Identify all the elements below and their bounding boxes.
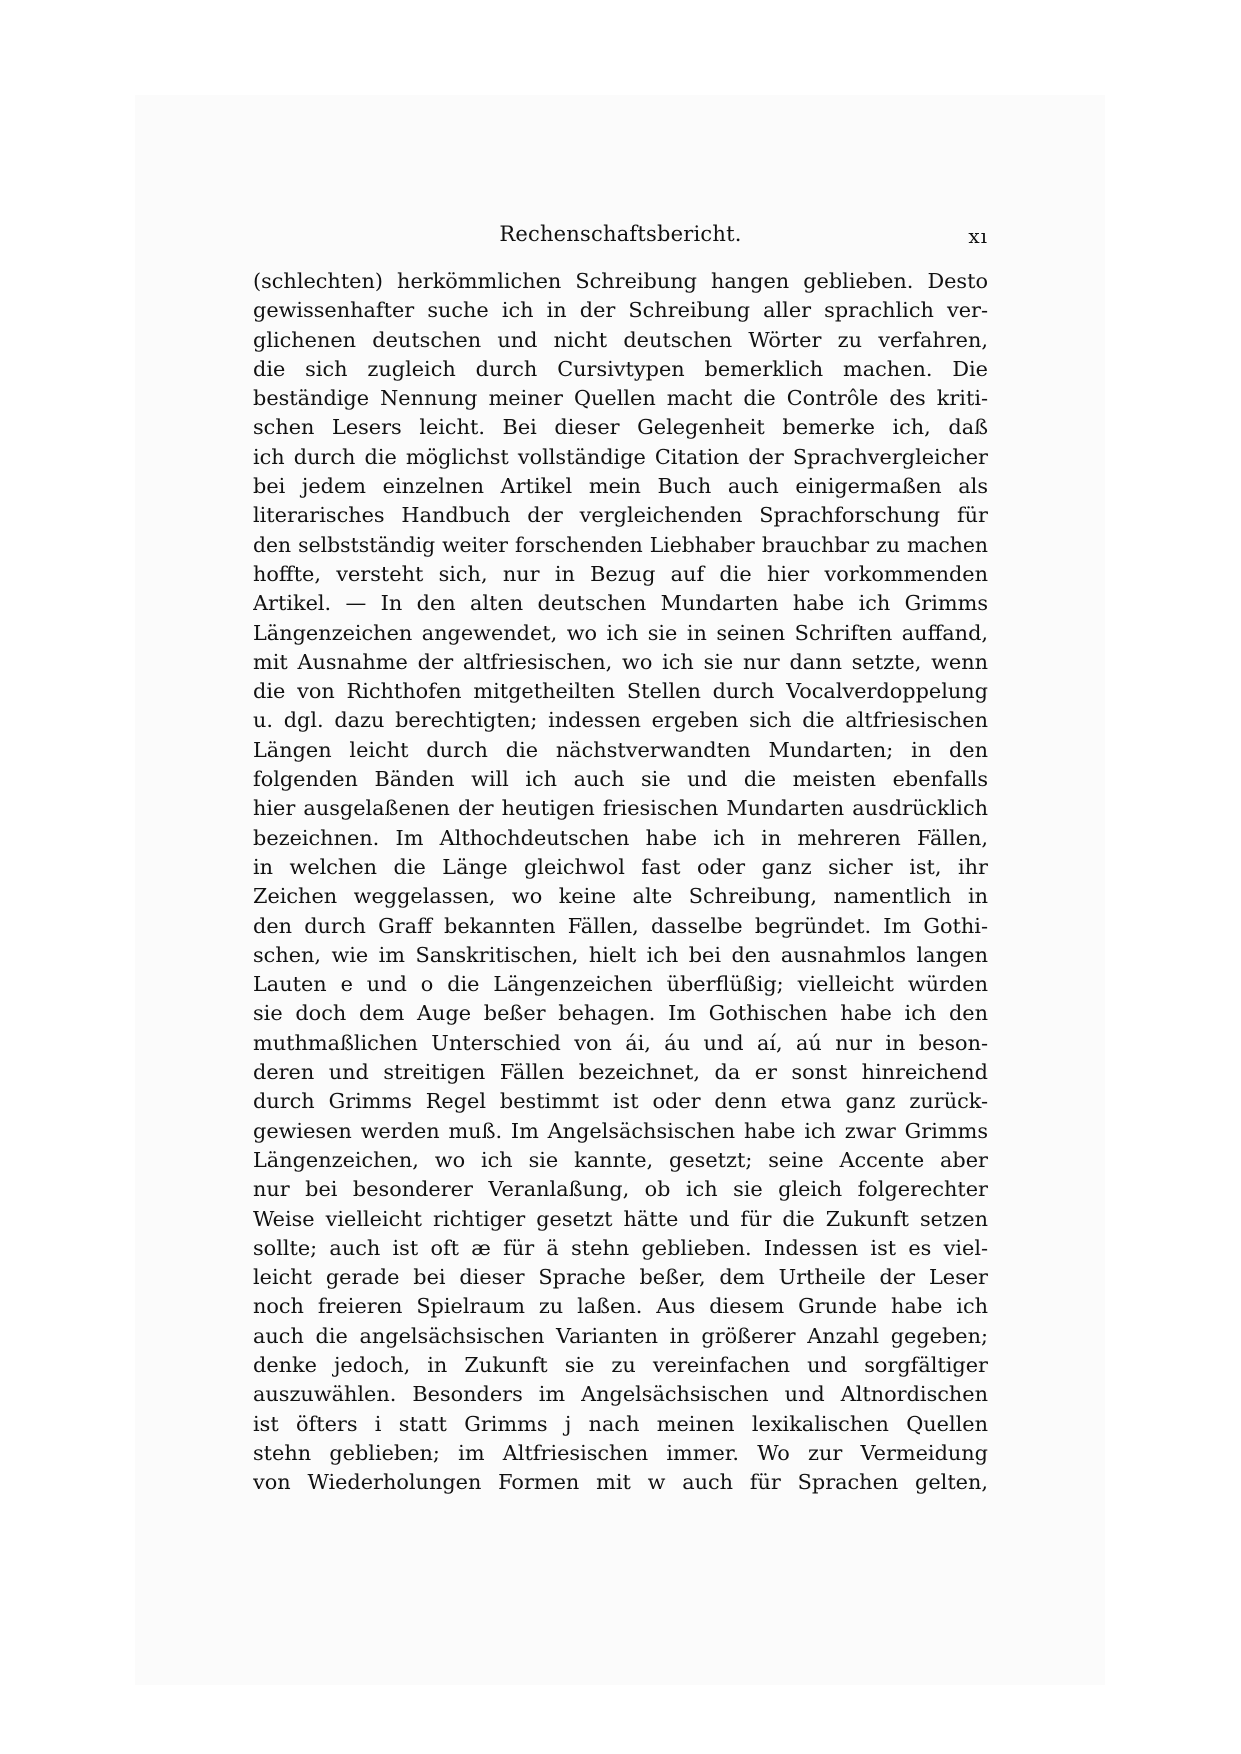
running-head: Rechenschaftsbericht. bbox=[499, 222, 742, 246]
text-line: literarisches Handbuch der vergleichenden Sprachforschung für bbox=[253, 503, 988, 528]
text-line: in welchen die Länge gleichwol fast oder ganz sicher ist, ihr bbox=[253, 854, 988, 879]
text-line: denke jedoch, in Zukunft sie zu vereinfachen und sorgfältiger bbox=[253, 1352, 988, 1377]
text-line: von Wiederholungen Formen mit w auch für Sprachen gelten, bbox=[253, 1470, 988, 1495]
text-line: glichenen deutschen und nicht deutschen Wörter zu verfahren, bbox=[253, 327, 988, 352]
text-line: schen, wie im Sanskritischen, hielt ich bei den ausnahmlos langen bbox=[253, 942, 988, 967]
text-line: u. dgl. dazu berechtigten; indessen ergeben sich die altfriesischen bbox=[253, 708, 988, 733]
text-line: muthmaßlichen Unterschied von ái, áu und aí, aú nur in beson- bbox=[253, 1030, 988, 1055]
text-line: stehn geblieben; im Altfriesischen immer. Wo zur Vermeidung bbox=[253, 1440, 988, 1465]
text-line: Lauten e und o die Längenzeichen überflüßig; vielleicht würden bbox=[253, 972, 988, 997]
page-number: xı bbox=[968, 224, 988, 248]
text-line: die von Richthofen mitgetheilten Stellen durch Vocalverdoppelung bbox=[253, 679, 988, 704]
text-line: deren und streitigen Fällen bezeichnet, da er sonst hinreichend bbox=[253, 1060, 988, 1085]
text-line: gewiesen werden muß. Im Angelsächsischen habe ich zwar Grimms bbox=[253, 1118, 988, 1143]
text-line: Längenzeichen angewendet, wo ich sie in seinen Schriften auffand, bbox=[253, 620, 988, 645]
text-line: bezeichnen. Im Althochdeutschen habe ich in mehreren Fällen, bbox=[253, 825, 988, 850]
text-line: den durch Graff bekannten Fällen, dasselbe begründet. Im Gothi- bbox=[253, 913, 988, 938]
text-line: hier ausgelaßenen der heutigen friesischen Mundarten ausdrücklich bbox=[253, 796, 988, 821]
text-line: leicht gerade bei dieser Sprache beßer, dem Urtheile der Leser bbox=[253, 1265, 988, 1290]
text-line: auch die angelsächsischen Varianten in größerer Anzahl gegeben; bbox=[253, 1323, 988, 1348]
text-line: Weise vielleicht richtiger gesetzt hätte und für die Zukunft setzen bbox=[253, 1206, 988, 1231]
text-line: schen Lesers leicht. Bei dieser Gelegenheit bemerke ich, daß bbox=[253, 415, 988, 440]
text-line: gewissenhafter suche ich in der Schreibung aller sprachlich ver- bbox=[253, 298, 988, 323]
text-line: Längen leicht durch die nächstverwandten Mundarten; in den bbox=[253, 737, 988, 762]
text-line: mit Ausnahme der altfriesischen, wo ich sie nur dann setzte, wenn bbox=[253, 649, 988, 674]
text-line: den selbstständig weiter forschenden Liebhaber brauchbar zu machen bbox=[253, 532, 988, 557]
text-line: auszuwählen. Besonders im Angelsächsischen und Altnordischen bbox=[253, 1382, 988, 1407]
text-line: sie doch dem Auge beßer behagen. Im Gothischen habe ich den bbox=[253, 1001, 988, 1026]
text-line: die sich zugleich durch Cursivtypen bemerklich machen. Die bbox=[253, 356, 988, 381]
text-line: sollte; auch ist oft æ für ä stehn geblieben. Indessen ist es viel- bbox=[253, 1235, 988, 1260]
text-line: nur bei besonderer Veranlaßung, ob ich sie gleich folgerechter bbox=[253, 1177, 988, 1202]
text-line: bei jedem einzelnen Artikel mein Buch auch einigermaßen als bbox=[253, 474, 988, 499]
text-line: (schlechten) herkömmlichen Schreibung hangen geblieben. Desto bbox=[253, 269, 988, 293]
text-line: durch Grimms Regel bestimmt ist oder denn etwa ganz zurück- bbox=[253, 1089, 988, 1114]
text-line: ich durch die möglichst vollständige Citation der Sprachvergleicher bbox=[253, 444, 988, 469]
text-line: folgenden Bänden will ich auch sie und die meisten ebenfalls bbox=[253, 767, 988, 792]
text-line: beständige Nennung meiner Quellen macht die Contrôle des kriti- bbox=[253, 386, 988, 411]
text-line: Zeichen weggelassen, wo keine alte Schreibung, namentlich in bbox=[253, 884, 988, 909]
text-line: hoffte, versteht sich, nur in Bezug auf die hier vorkommenden bbox=[253, 561, 988, 586]
text-line: ist öfters i statt Grimms j nach meinen lexikalischen Quellen bbox=[253, 1411, 988, 1436]
body-text bbox=[253, 267, 988, 1497]
text-line: noch freieren Spielraum zu laßen. Aus diesem Grunde habe ich bbox=[253, 1294, 988, 1319]
text-line: Artikel. — In den alten deutschen Mundarten habe ich Grimms bbox=[253, 591, 988, 616]
text-line: Längenzeichen, wo ich sie kannte, gesetzt; seine Accente aber bbox=[253, 1147, 988, 1172]
page-header bbox=[253, 222, 988, 258]
